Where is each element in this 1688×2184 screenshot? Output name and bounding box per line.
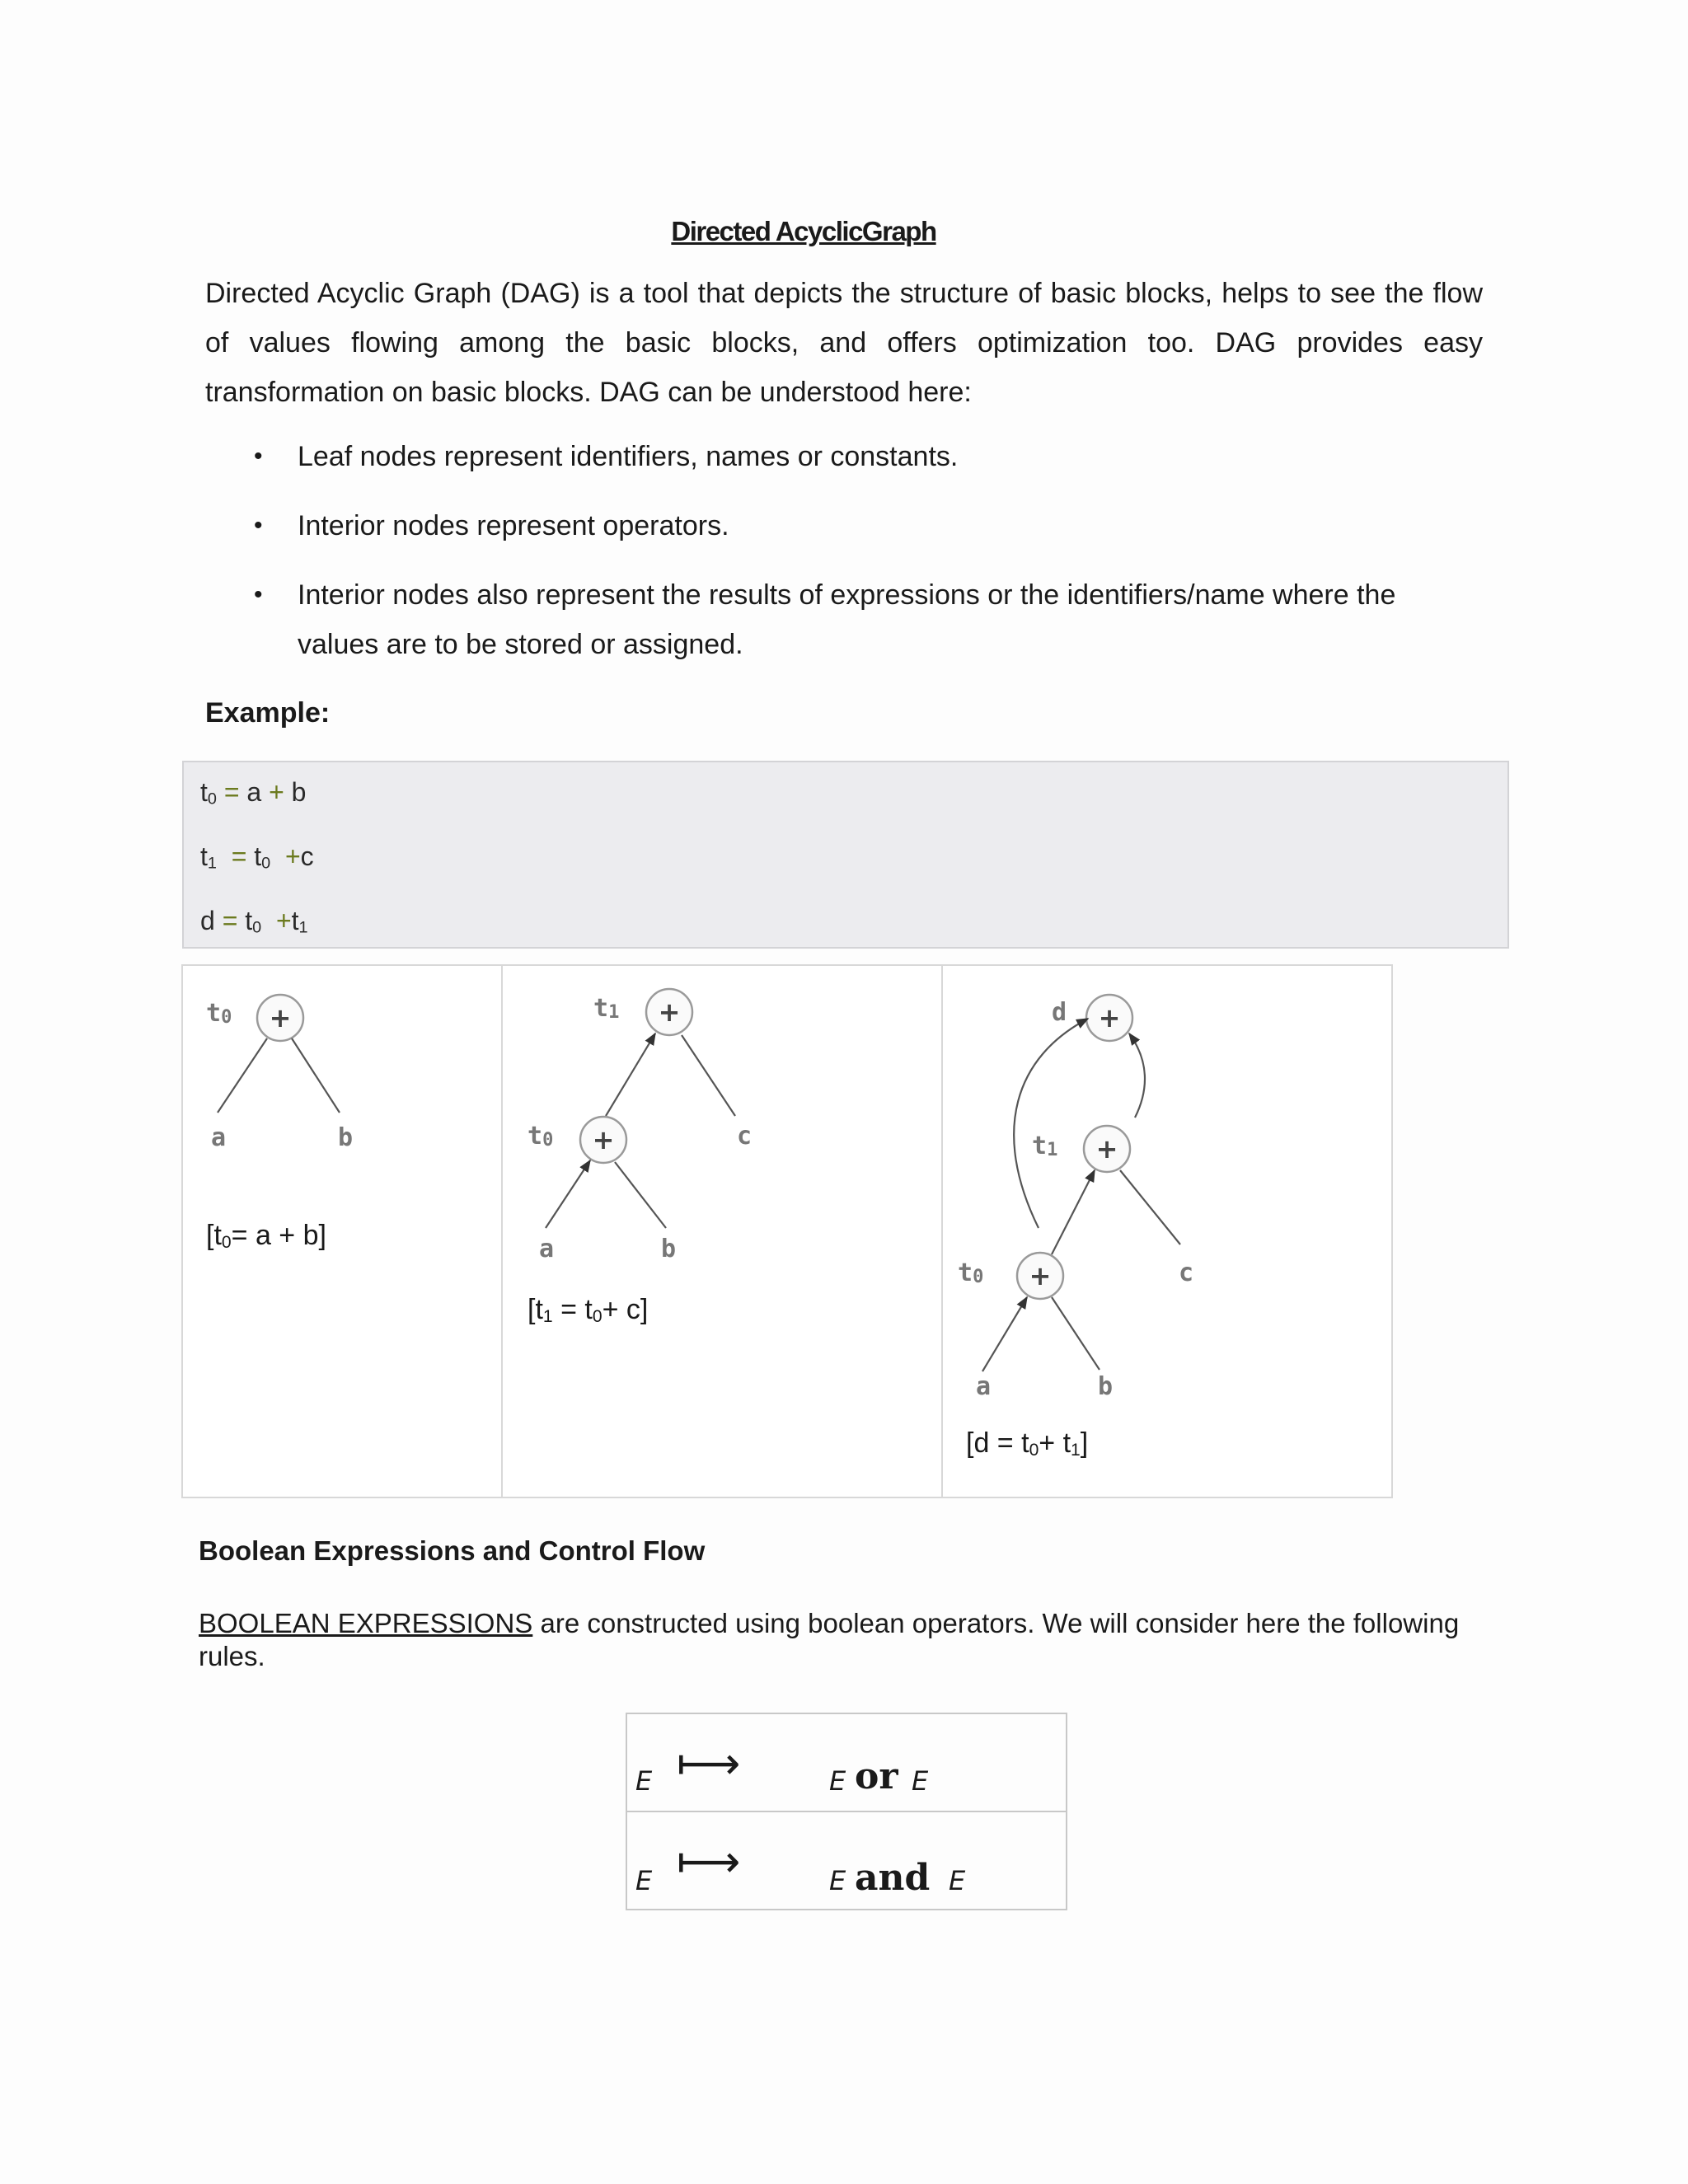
plus-label: + <box>1095 1133 1118 1165</box>
edge-curved <box>1129 1033 1145 1118</box>
rule-and: E ⟼ E and E <box>627 1811 1066 1909</box>
caption-2: $[t_1 = t_0+ c]$ <box>528 1294 649 1326</box>
dag-2 <box>528 989 752 1263</box>
example-label: Example: <box>205 697 331 729</box>
caption-1: $[t_0= a + b]$ <box>206 1220 326 1252</box>
keyword-or: or <box>855 1755 898 1797</box>
edge <box>982 1297 1027 1371</box>
boolean-paragraph: BOOLEAN EXPRESSIONS are constructed using boolean operators. We will consider here the following rules. <box>199 1608 1460 1671</box>
plus-label: + <box>658 996 681 1028</box>
plus-label: + <box>592 1124 615 1155</box>
edge <box>615 1162 666 1228</box>
edge <box>1052 1297 1100 1370</box>
leaf-a: a <box>211 1123 227 1152</box>
plus-label: + <box>269 1002 292 1033</box>
dag-1 <box>206 995 353 1152</box>
dag-examples-table <box>181 964 1393 1498</box>
code-line-2: $t_1 = t_0 +c$ <box>200 841 314 873</box>
maps-to-arrow: ⟼ <box>677 1737 741 1789</box>
page-title: Directed AcyclicGraph <box>671 216 936 246</box>
label-t1: t1 <box>593 994 620 1023</box>
keyword-and: and <box>855 1857 931 1899</box>
edge <box>292 1038 340 1113</box>
code-line-3: $d = t_0 +t_1$ <box>200 906 308 937</box>
plus-label: + <box>1098 1002 1121 1033</box>
leaf-b: b <box>1098 1372 1114 1401</box>
edge <box>606 1033 655 1116</box>
leaf-b: b <box>338 1123 354 1152</box>
leaf-a: a <box>976 1372 992 1401</box>
edge <box>546 1160 590 1228</box>
edge-curved <box>1014 1019 1088 1228</box>
label-t1: t1 <box>1032 1132 1058 1160</box>
intro-paragraph: Directed Acyclic Graph (DAG) is a tool that depicts the structure of basic blocks, helps to see the flow of values flowing among the basic blocks, and offers optimization too. DAG provides easy transformation on basic blocks. DAG can be understood here: <box>205 278 1483 408</box>
rule-or: E ⟼ E or E <box>635 1737 929 1797</box>
dag-diagrams <box>183 966 1391 1497</box>
grammar-rules-table <box>626 1713 1067 1910</box>
leaf-c: c <box>1179 1258 1194 1287</box>
code-block <box>182 761 1509 949</box>
edge <box>1052 1170 1095 1254</box>
section-heading: Boolean Expressions and Control Flow <box>199 1535 706 1566</box>
bullet-item: Interior nodes represent operators. <box>298 510 729 541</box>
label-d: d <box>1052 998 1067 1027</box>
dag-3 <box>958 995 1193 1401</box>
bullet-item: Interior nodes also represent the results of expressions or the identifiers/name where the values are to be stored or assigned. <box>298 579 1396 660</box>
leaf-a: a <box>539 1235 555 1263</box>
boolean-term-link[interactable]: BOOLEAN EXPRESSIONS <box>199 1608 533 1638</box>
edge <box>218 1038 267 1113</box>
leaf-c: c <box>737 1122 753 1151</box>
plus-label: + <box>1029 1260 1052 1291</box>
caption-3: $[d = t_0+ t_1]$ <box>966 1427 1089 1460</box>
edge <box>1120 1170 1180 1244</box>
bullet-marker: • <box>254 512 263 539</box>
bullet-marker: • <box>254 581 263 608</box>
maps-to-arrow: ⟼ <box>677 1835 741 1887</box>
label-t0: t0 <box>958 1258 984 1287</box>
code-line-1: $t_0 = a + b$ <box>200 777 307 808</box>
leaf-b: b <box>661 1235 677 1263</box>
edge <box>682 1035 735 1116</box>
label-t0: t0 <box>528 1122 554 1151</box>
bullet-item: Leaf nodes represent identifiers, names or constants. <box>298 441 959 472</box>
bullet-marker: • <box>254 443 263 470</box>
label-t0: t0 <box>206 999 232 1028</box>
